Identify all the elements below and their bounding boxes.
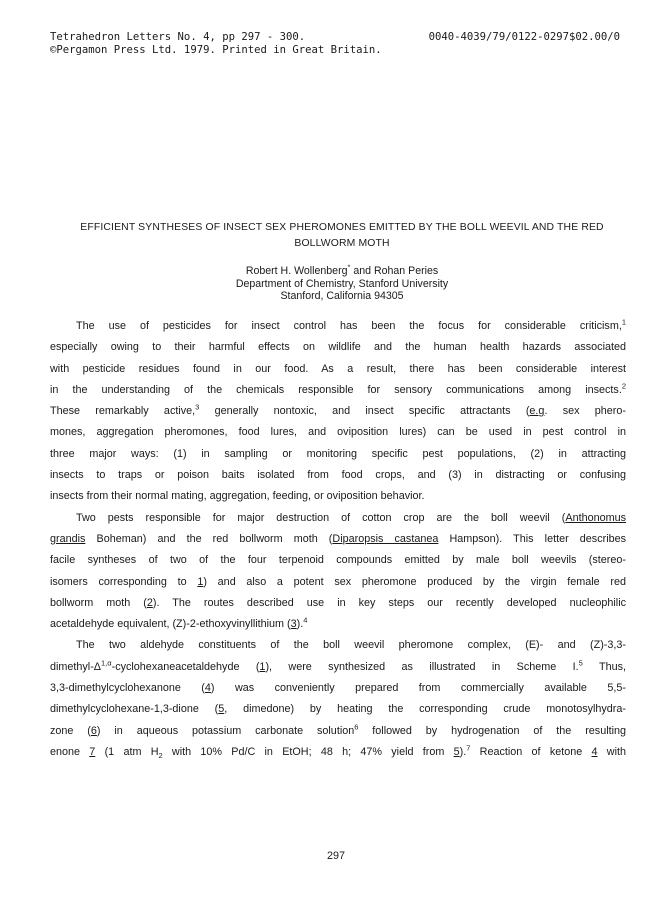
article-body <box>50 316 626 763</box>
body-line: enone 7 (1 atm $H_2$ with 10% Pd/C in EtOH; 48 h; 47% yield from 5).$^7$ Reaction of ketone 4 with <box>50 743 626 761</box>
journal-citation: Tetrahedron Letters No. 4, pp 297 - 300. <box>50 31 306 43</box>
body-line: with pesticide residues found in our food. As a result, there has been considerable interest <box>50 362 626 375</box>
body-line: in the understanding of the chemicals responsible for sensory communications among insects.$^2$ <box>50 381 626 396</box>
body-line: Two pests responsible for major destruction of cotton crop are the boll weevil (Anthonomus <box>76 511 626 524</box>
species-name: Diparopsis castanea <box>332 532 439 545</box>
species-name: Anthonomus <box>565 511 626 524</box>
superscript-locant: 1,α <box>101 658 112 668</box>
body-line: mones, aggregation pheromones, food lures, and oviposition lures) can be used in pest control in <box>50 426 626 439</box>
compound-number: 1 <box>197 575 204 588</box>
corresponding-author-mark: * <box>347 262 351 272</box>
author-names <box>70 262 614 278</box>
body-line: three major ways: (1) in sampling or monitoring specific pest populations, (2) in attracting <box>50 447 626 460</box>
body-line: 3,3-dimethylcyclohexanone (4) was conveniently prepared from commercially available 5,5- <box>50 682 627 695</box>
article-code-header <box>429 31 620 44</box>
body-line: especially owing to their harmful effects on wildlife and the human health hazards associated <box>50 341 626 354</box>
body-line: facile syntheses of two of the four terpenoid compounds emitted by male boll weevils (stereo- <box>50 554 626 567</box>
compound-number: 7 <box>89 745 96 758</box>
compound-number: 5 <box>453 745 460 758</box>
compound-number: 4 <box>591 745 598 758</box>
body-line: These remarkably active,$^3$ generally nontoxic, and insect specific attractants (e.g. sex phero- <box>50 402 626 418</box>
latin-abbrev: e.g <box>529 405 545 418</box>
reference-mark: 6 <box>354 722 359 732</box>
paper-title <box>70 220 614 252</box>
subscript: 2 <box>158 751 163 761</box>
body-line: The two aldehyde constituents of the boll weevil pheromone complex, (E)- and (Z)-3,3- <box>76 639 626 652</box>
author-name-1: Robert H. Wollenberg <box>245 265 348 277</box>
affiliation-location: Stanford, California 94305 <box>280 290 404 303</box>
body-line: insects to traps or poison baits isolated from food crops, and (3) in distracting or confusing <box>50 469 626 482</box>
title-line-1: EFFICIENT SYNTHESES OF INSECT SEX PHEROMONES EMITTED BY THE BOLL WEEVIL AND THE RED <box>80 222 604 233</box>
body-line: grandis Boheman) and the red bollworm moth (Diparopsis castanea Hampson). This letter describes <box>50 532 627 545</box>
compound-number: 1 <box>259 660 266 673</box>
journal-header <box>50 31 382 56</box>
body-line: zone (6) in aqueous potassium carbonate solution$^6$ followed by hydrogenation of the resulting <box>50 722 626 737</box>
reference-mark: 7 <box>466 743 471 753</box>
compound-number: 6 <box>90 724 97 737</box>
article-code: 0040-4039/79/0122-0297$02.00/0 <box>428 31 620 43</box>
compound-number: 2 <box>146 596 153 609</box>
body-line: isomers corresponding to 1) and also a potent sex pheromone produced by the virgin female red <box>50 575 626 588</box>
author-block <box>70 262 614 303</box>
reference-mark: 3 <box>195 402 200 412</box>
reference-mark: 4 <box>303 615 308 625</box>
body-line: dimethyl-$\Delta^{1,\alpha}$-cyclohexaneacetaldehyde (1), were synthesized as illustrated in Scheme I.$^5$ Thus, <box>50 658 626 673</box>
body-line: bollworm moth (2). The routes described use in key steps our recently developed nucleophilic <box>50 596 627 609</box>
page-number: 297 <box>326 850 345 862</box>
body-line: insects from their normal mating, aggregation, feeding, or oviposition behavior. <box>50 490 425 503</box>
author-name-2: and Rohan Peries <box>350 265 439 277</box>
compound-number: 3 <box>290 618 297 631</box>
species-name: grandis <box>50 532 86 545</box>
body-line: dimethylcyclohexane-1,3-dione (5, dimedone) by heating the corresponding crude monotosylhydra- <box>50 703 627 716</box>
compound-number: 4 <box>204 682 211 695</box>
reference-mark: 2 <box>621 381 626 391</box>
body-line: The use of pesticides for insect control has been the focus for considerable criticism,$^1$ <box>76 317 626 332</box>
title-line-2: BOLLWORM MOTH <box>294 238 390 249</box>
copyright-line: ©Pergamon Press Ltd. 1979. Printed in Great Britain. <box>50 43 382 56</box>
compound-number: 5 <box>218 703 225 716</box>
affiliation-department: Department of Chemistry, Stanford University <box>235 277 449 290</box>
reference-mark: 5 <box>578 658 583 668</box>
body-line: acetaldehyde equivalent, (Z)-2-ethoxyvinyllithium (3).$^4$ <box>50 615 308 631</box>
reference-mark: 1 <box>621 317 626 327</box>
